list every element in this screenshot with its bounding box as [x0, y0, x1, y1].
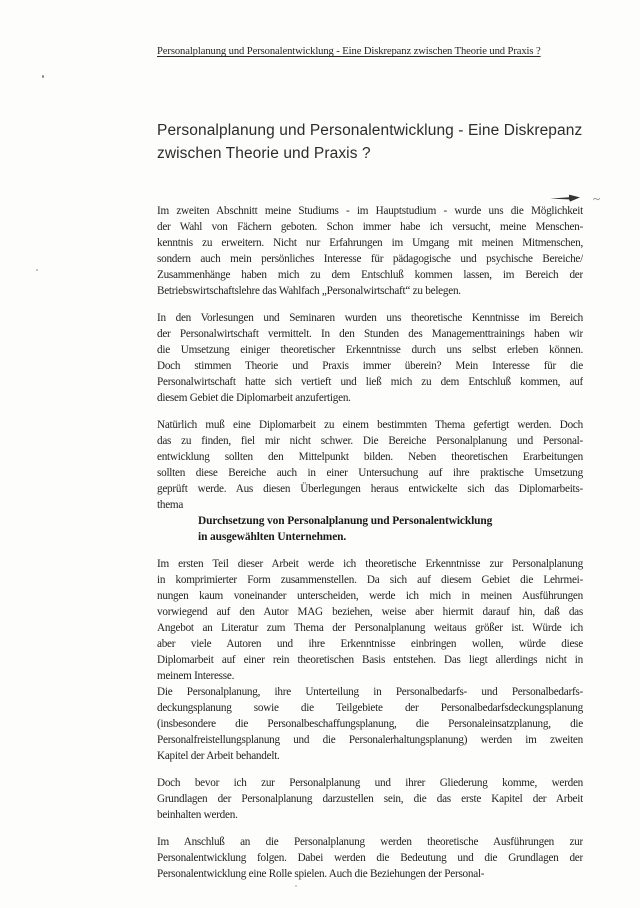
text-line: Personalentwicklung eine Rolle spielen. Auch die Beziehungen der Personal- [157, 868, 485, 880]
text-line: Die Personalplanung, ihre Unterteilung in Personalbedarfs- und Personalbedarfs- [157, 686, 583, 698]
text-line: Doch stimmen Theorie und Praxis immer überein? Mein Interesse für die [157, 360, 583, 372]
scan-speck [36, 269, 38, 271]
text-line: geprüft werde. Aus diesen Überlegungen heraus entwickelte sich das Diplomarbeits- [157, 483, 583, 495]
text-line: Im Anschluß an die Personalplanung werden theoretische Ausführungen zur [157, 836, 583, 848]
text-line: beinhalten werden. [157, 809, 238, 821]
paragraph [157, 417, 583, 513]
text-line: Doch bevor ich zur Personalplanung und ihrer Gliederung komme, werden [157, 777, 583, 789]
text-line: nungen kaum voneinander unterscheiden, werde ich mich in meinen Ausführungen [157, 590, 583, 602]
text-line: Personalentwicklung folgen. Dabei werden die Bedeutung und die Grundlagen der [157, 852, 583, 864]
scan-speck [42, 75, 44, 78]
text-line: das zu finden, fiel mir nicht schwer. Die Bereiche Personalplanung und Personal- [157, 435, 583, 447]
text-line: kenntnis zu erweitern. Nicht nur Erfahrungen im Umgang mit meinen Mitmenschen, [157, 237, 583, 249]
paragraph [157, 310, 583, 406]
text-line: thema [157, 499, 184, 511]
text-line: Betriebswirtschaftslehre das Wahlfach „Personalwirtschaft“ zu belegen. [157, 285, 461, 297]
text-line: der Wahl von Fächern geboten. Schon immer habe ich versucht, meine Menschen- [157, 221, 583, 233]
title-line: Personalplanung und Personalentwicklung - Eine Diskrepanz [157, 122, 583, 139]
text-line: in ausgewählten Unternehmen. [198, 531, 347, 543]
paragraph [157, 834, 583, 882]
text-line: aber viele Autoren und ihre Erkenntnisse einbringen wollen, würde diese [157, 638, 583, 650]
text-line: Personalwirtschaft hatte sich vertieft und ließ mich zu dem Entschluß kommen, auf [157, 376, 583, 388]
document-body [157, 203, 583, 882]
text-line: Grundlagen der Personalplanung darzustellen sein, die das erste Kapitel der Arbeit [157, 793, 583, 805]
text-line: Diplomarbeit auf einer rein theoretischen Basis entstehen. Das liegt allerdings nicht in [157, 654, 583, 666]
text-line: vorwiegend auf den Autor MAG beziehen, weise aber hiermit darauf hin, daß das [157, 606, 583, 618]
text-line: Zusammenhänge haben mich zu dem Entschluß kommen lassen, im Bereich der [157, 269, 583, 281]
text-line: (insbesondere die Personalbeschaffungsplanung, die Personaleinsatzplanung, die [157, 718, 583, 730]
text-line: Personalfreistellungsplanung und die Personalerhaltungsplanung) werden im zweiten [157, 734, 583, 746]
text-line: Angebot an Literatur zum Thema der Personalplanung weitaus größer ist. Würde ich [157, 622, 583, 634]
text-line: sondern auch mein persönliches Interesse für pädagogische und psychische Bereiche/ [157, 253, 583, 265]
text-line: meinem Interesse. [157, 670, 235, 682]
text-line: entwicklung sollten den Mittelpunkt bilden. Neben theoretischen Erarbeitungen [157, 451, 583, 463]
text-line: Kapitel der Arbeit behandelt. [157, 750, 280, 762]
page-header: Personalplanung und Personalentwicklung - Eine Diskrepanz zwischen Theorie und Praxis ? [157, 46, 541, 57]
scan-speck [295, 885, 297, 887]
text-line: Natürlich muß eine Diplomarbeit zu einem bestimmten Thema gefertigt werden. Doch [157, 419, 583, 431]
text-line: Im zweiten Abschnitt meine Studiums - im Hauptstudium - wurde uns die Möglichkeit [157, 205, 583, 217]
paragraph [157, 556, 583, 684]
text-line: deckungsplanung sowie die Teilgebiete der Personalbedarfsdeckungsplanung [157, 702, 583, 714]
text-line: die Umsetzung einiger theoretischer Erkenntnisse durch uns selbst erleben können. [157, 344, 583, 356]
text-line: diesem Gebiet die Diplomarbeit anzufertigen. [157, 392, 351, 404]
text-line: in komprimierter Form zusammenstellen. Da sich auf diesem Gebiet die Lehrmei- [157, 574, 583, 586]
text-line: der Personalwirtschaft vermittelt. In den Stunden des Managementtrainings haben wir [157, 328, 583, 340]
text-line: sollten diese Bereiche auch in einer Untersuchung auf ihre praktische Umsetzung [157, 467, 583, 479]
text-line: Durchsetzung von Personalplanung und Personalentwicklung [198, 515, 493, 527]
thesis-title [157, 513, 583, 545]
document-title [157, 119, 582, 165]
text-line: In den Vorlesungen und Seminaren wurden uns theoretische Kenntnisse im Bereich [157, 312, 583, 324]
text-line: Im ersten Teil dieser Arbeit werde ich theoretische Erkenntnisse zur Personalplanung [157, 558, 583, 570]
pen-tilde-mark: ~ [593, 191, 601, 206]
paragraph [157, 203, 583, 299]
paragraph [157, 775, 583, 823]
paragraph [157, 684, 583, 764]
title-line: zwischen Theorie und Praxis ? [157, 145, 371, 162]
